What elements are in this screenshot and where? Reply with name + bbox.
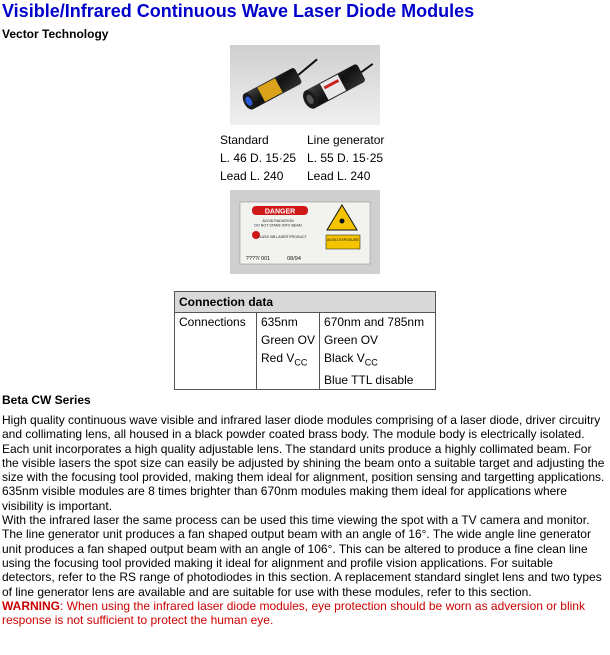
standard-dims: L. 46 D. 15·25 <box>220 151 297 165</box>
danger-label-image <box>230 190 380 274</box>
connection-col-635 <box>257 313 320 390</box>
warning-label: WARNING <box>2 598 60 613</box>
standard-heading: Standard <box>220 133 269 147</box>
connection-table-header: Connection data <box>175 292 436 313</box>
linegen-lead: Lead L. 240 <box>307 169 371 183</box>
paragraph-infrared: With the infrared laser the same process can be used this time viewing the spot with a TV camera and monitor. The line generator unit produces a fan shaped output beam with an angle of 16°. The wide angle line generator unit produces a fan shaped output beam with an angle of 106°. This can be altered to produce a fine clean line using the focusing tool provided making it ideal for alignment and profile vision applications. For suitable detectors, refer to the RS range of photodiodes in this section. A replacement standard singlet lens and two types of line generator lens are available and are suitable for use with these modules, refer to this section. <box>2 513 602 599</box>
beta-heading: Beta CW Series <box>2 393 91 407</box>
linegen-dims: L. 55 D. 15·25 <box>307 151 384 165</box>
paragraph-lens: Each unit incorporates a high quality adjustable lens. The standard units produce a highly collimated beam. For the visible lasers the spot size can easily be adjusted by shining the beam onto a suitable target and adjusting the size with the focusing tool provided, making them ideal for alignment, position sensing and targetting applications. 635nm visible modules are 8 times brighter than 670nm modules making them ideal for applications where visibility is important. <box>2 441 605 513</box>
danger-line2: DO NOT STARE INTO BEAM <box>254 223 302 228</box>
paragraph-intro: High quality continuous wave visible and infrared laser diode modules comprising of a laser diode, driver circuitry and collimating lens, all housed in a black powder coated brass body. The module body is electrically isolated. <box>2 413 601 442</box>
col1-item-green: Green OV <box>261 333 316 347</box>
danger-serial: ????/ 001 <box>245 256 271 262</box>
connection-table <box>174 291 436 390</box>
body-text <box>2 413 608 627</box>
col2-item-green: Green OV <box>324 333 379 347</box>
col2-item-blue: Blue TTL disable <box>324 373 414 388</box>
warning-paragraph <box>2 599 608 628</box>
danger-line3: CLASS IIIB LASER PRODUCT <box>257 235 307 239</box>
warning-text: : When using the infrared laser diode modules, eye protection should be worn as adversion or blink response is not sufficient to protect the human eye. <box>2 598 585 628</box>
danger-date: 08/94 <box>287 256 301 262</box>
danger-line1: AVOID RADIATION <box>262 219 294 223</box>
danger-label-drawing <box>230 190 380 274</box>
danger-right: AVOID EXPOSURE <box>327 238 359 242</box>
col2-item-black: Black $V_{CC}$ <box>324 351 378 368</box>
col2-title: 670nm and 785nm <box>324 315 425 329</box>
laser-modules-photo <box>230 45 380 125</box>
page-title: Visible/Infrared Continuous Wave Laser Diode Modules <box>2 1 475 21</box>
standard-caption <box>220 131 296 185</box>
danger-title: DANGER <box>264 208 296 216</box>
connection-col-670-785 <box>320 313 436 390</box>
laser-modules-drawing <box>230 45 380 125</box>
page-subtitle: Vector Technology <box>2 27 109 41</box>
standard-lead: Lead L. 240 <box>220 169 284 183</box>
col1-title: 635nm <box>261 315 298 329</box>
col1-item-red: Red $V_{CC}$ <box>261 351 308 368</box>
linegen-caption <box>307 131 384 185</box>
connection-row-label: Connections <box>175 313 257 390</box>
linegen-heading: Line generator <box>307 133 385 147</box>
